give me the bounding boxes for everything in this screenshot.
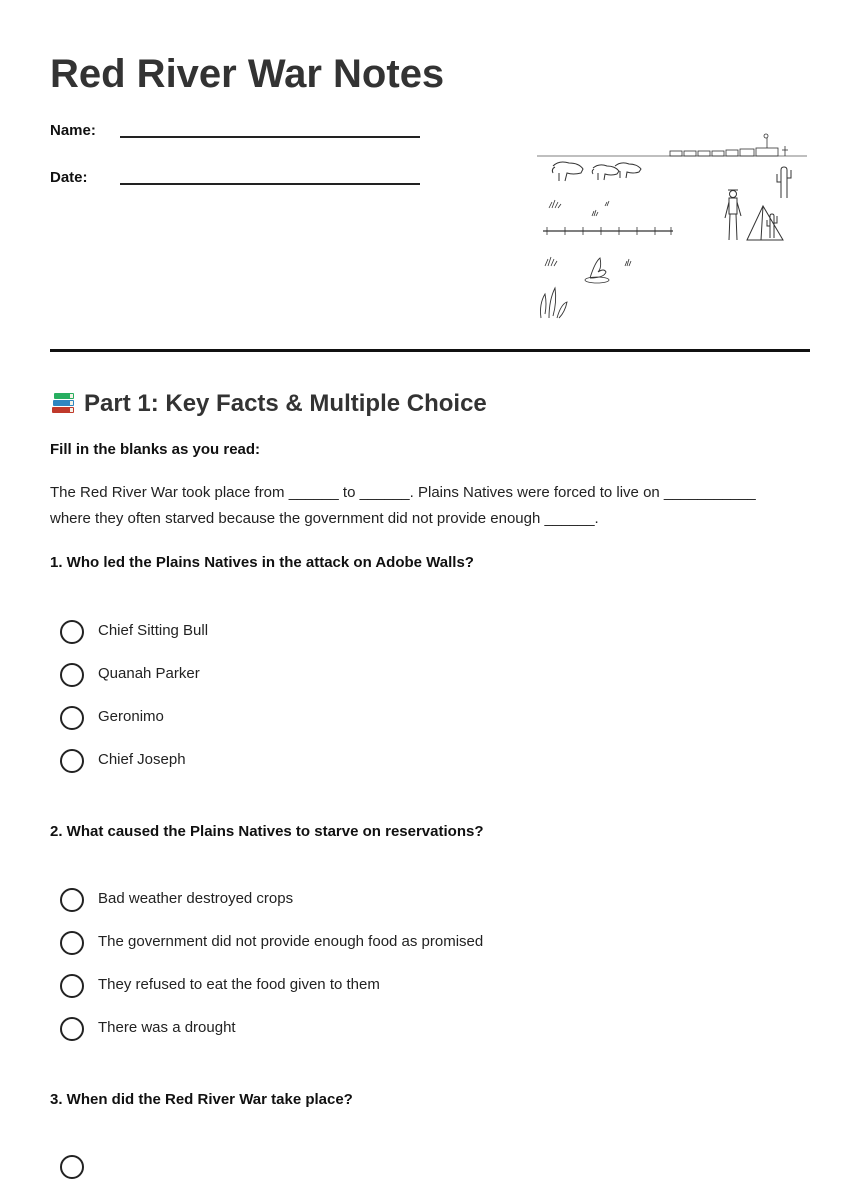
option-label: Bad weather destroyed crops (98, 890, 294, 907)
fill-in-instruction: Fill in the blanks as you read: (50, 441, 261, 458)
date-field[interactable] (120, 183, 420, 185)
question-2: 2. What caused the Plains Natives to starve on reservations? (50, 823, 484, 840)
radio-button[interactable] (60, 706, 84, 730)
q3-option-1[interactable] (60, 1155, 660, 1181)
radio-button[interactable] (60, 663, 84, 687)
radio-button[interactable] (60, 1155, 84, 1179)
fill-in-paragraph: The Red River War took place from ______ to ______. Plains Natives were forced to live on ___________ where they often starved because the government did not provide enough ______. (50, 484, 756, 527)
radio-button[interactable] (60, 749, 84, 773)
page-title: Red River War Notes (50, 52, 445, 96)
date-label: Date: (50, 169, 88, 186)
q2-option-1[interactable] (60, 888, 660, 914)
part1-heading (50, 388, 487, 420)
name-field-row (50, 122, 430, 152)
radio-button[interactable] (60, 620, 84, 644)
question-1: 1. Who led the Plains Natives in the attack on Adobe Walls? (50, 554, 474, 571)
option-label: Chief Sitting Bull (98, 622, 209, 639)
radio-button[interactable] (60, 888, 84, 912)
part1-heading-text: Part 1: Key Facts & Multiple Choice (84, 390, 487, 417)
option-label: They refused to eat the food given to them (98, 976, 380, 993)
q2-option-4[interactable] (60, 1017, 660, 1043)
radio-button[interactable] (60, 1017, 84, 1041)
name-field[interactable] (120, 136, 420, 138)
q1-option-3[interactable] (60, 706, 660, 732)
option-label: The government did not provide enough food as promised (98, 933, 484, 950)
q2-option-2[interactable] (60, 931, 660, 957)
option-label: Quanah Parker (98, 665, 200, 682)
q1-option-2[interactable] (60, 663, 660, 689)
section-divider (50, 349, 810, 352)
plains-sketch-icon (535, 128, 810, 323)
radio-button[interactable] (60, 931, 84, 955)
option-label: Chief Joseph (98, 751, 186, 768)
option-label: There was a drought (98, 1019, 236, 1036)
q1-option-1[interactable] (60, 620, 660, 646)
name-label: Name: (50, 122, 96, 139)
radio-button[interactable] (60, 974, 84, 998)
date-field-row (50, 169, 430, 199)
question-3: 3. When did the Red River War take place? (50, 1091, 353, 1108)
q1-option-4[interactable] (60, 749, 660, 775)
option-label: Geronimo (98, 708, 164, 725)
q2-option-3[interactable] (60, 974, 660, 1000)
books-icon (50, 389, 76, 415)
